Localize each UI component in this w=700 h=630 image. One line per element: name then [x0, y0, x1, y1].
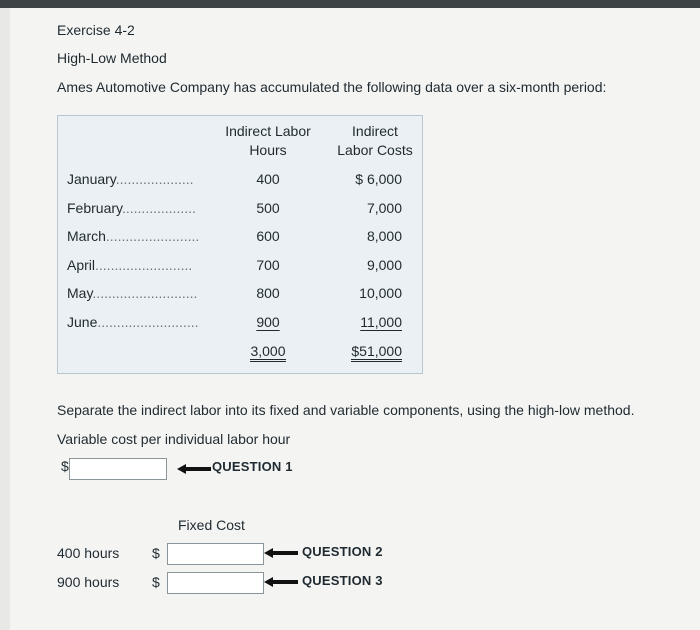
header-hours	[216, 122, 320, 160]
currency-symbol: $	[152, 545, 160, 561]
total-hours-value: 3,000	[250, 343, 285, 362]
cost-value: 7,000	[366, 200, 402, 216]
window-top-bar	[0, 0, 700, 8]
leader-dots: .........................	[95, 257, 193, 273]
hours-value-underlined: 900	[256, 314, 280, 330]
fixed-cost-header: Fixed Cost	[178, 517, 245, 533]
month-name: March	[67, 228, 106, 244]
hours-value: 700	[256, 257, 280, 273]
leader-dots: ...................	[121, 200, 196, 216]
total-cost-value: $51,000	[351, 343, 402, 362]
leader-dots: ...........................	[92, 285, 198, 301]
variable-cost-label: Variable cost per individual labor hour	[57, 431, 291, 447]
cost-value: $ 6,000	[355, 171, 402, 187]
month-label	[67, 285, 197, 301]
leader-dots: ....................	[115, 171, 194, 187]
fixed-cost-400-input[interactable]	[167, 543, 264, 565]
month-label	[67, 257, 192, 273]
month-label	[67, 314, 199, 330]
month-name: April	[67, 257, 96, 273]
hours-value: 400	[256, 171, 280, 187]
question-2-label: QUESTION 2	[302, 544, 383, 559]
left-arrow-icon	[264, 577, 298, 587]
total-cost	[336, 343, 402, 359]
currency-symbol: $	[61, 458, 69, 474]
left-arrow-icon	[177, 464, 211, 474]
cost-value: 8,000	[366, 228, 402, 244]
month-name: June	[67, 314, 98, 330]
month-label	[67, 200, 196, 216]
exercise-title: Exercise 4-2	[57, 22, 135, 38]
hours-value: 500	[256, 200, 280, 216]
question-1-label: QUESTION 1	[212, 459, 293, 474]
hours-value: 800	[256, 285, 280, 301]
month-name: February	[67, 200, 122, 216]
header-costs-line1: Indirect	[352, 123, 398, 139]
data-table	[57, 115, 423, 374]
leader-dots: ........................	[105, 228, 200, 244]
left-arrow-icon	[264, 548, 298, 558]
hours-value	[228, 314, 308, 330]
total-hours	[228, 343, 308, 359]
currency-symbol: $	[152, 574, 160, 590]
header-hours-line2: Hours	[249, 142, 287, 158]
month-label	[67, 228, 199, 244]
header-hours-line1: Indirect Labor	[225, 123, 311, 139]
exercise-subtitle: High-Low Method	[57, 50, 167, 66]
hours-value: 600	[256, 228, 280, 244]
header-costs-line2: Labor Costs	[337, 142, 413, 158]
cost-value-underlined: 11,000	[360, 314, 402, 330]
instruction-text: Separate the indirect labor into its fixed and variable components, using the high-low method.	[57, 402, 635, 418]
cost-value: 10,000	[359, 285, 402, 301]
month-name: January	[67, 171, 116, 187]
month-name: May	[67, 285, 93, 301]
fixed-cost-900-input[interactable]	[167, 572, 264, 594]
variable-cost-input[interactable]	[69, 458, 167, 480]
cost-value	[336, 314, 402, 330]
question-3-label: QUESTION 3	[302, 573, 383, 588]
exercise-intro: Ames Automotive Company has accumulated the following data over a six-month period:	[57, 79, 607, 95]
fixed-row-label: 900 hours	[57, 574, 120, 590]
header-costs	[335, 122, 415, 160]
leader-dots: ..........................	[97, 314, 199, 330]
cost-value: 9,000	[366, 257, 402, 273]
fixed-row-label: 400 hours	[57, 545, 120, 561]
month-label	[67, 171, 194, 187]
page-left-edge	[0, 8, 10, 630]
